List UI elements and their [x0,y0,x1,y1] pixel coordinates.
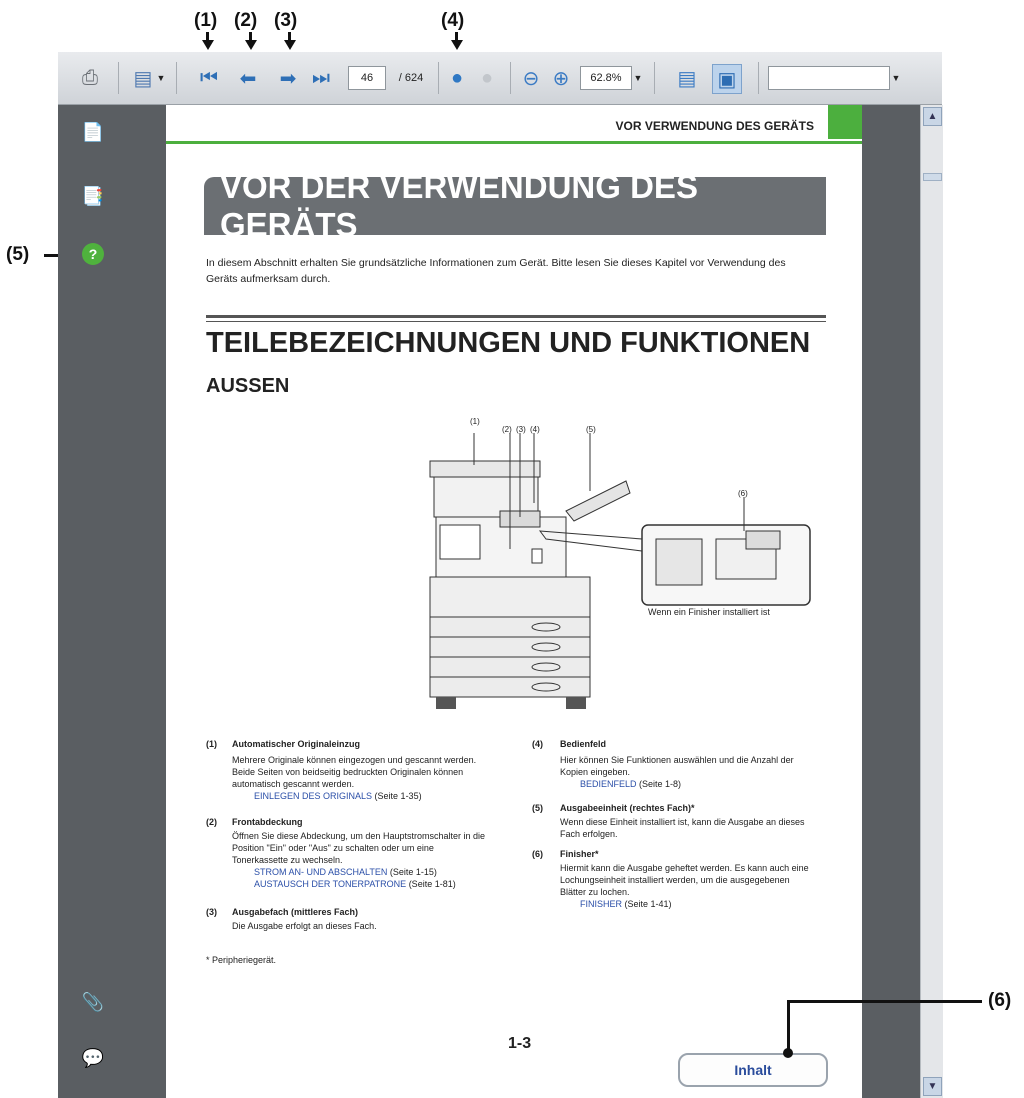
page-number-input[interactable]: 46 [348,66,386,90]
running-header [166,105,862,139]
help-icon[interactable]: ? [82,243,104,265]
item-number: (2) [206,817,217,827]
callout-3: (3) [274,10,298,31]
toolbar-separator [118,62,119,94]
figure-label: (6) [738,489,748,498]
previous-page-icon[interactable]: ⬅ [239,67,257,90]
zoom-level-input[interactable]: 62.8% [580,66,632,90]
comments-icon[interactable]: 💬 [81,1047,105,1068]
bookmarks-icon[interactable]: 📑 [81,185,105,206]
chevron-down-icon[interactable]: ▼ [156,73,166,83]
figure-label: (4) [530,425,540,434]
figure-label: (2) [502,425,512,434]
item-number: (3) [206,907,217,917]
chevron-down-icon[interactable]: ▼ [891,73,901,83]
item-ref: (Seite 1-81) [406,879,456,889]
item-description [532,738,822,790]
copier-illustration [416,417,816,723]
item-ref: (Seite 1-8) [636,779,682,789]
running-header-rule [166,141,862,144]
contents-button[interactable]: Inhalt [678,1053,828,1087]
item-title: Bedienfeld [560,739,607,749]
fit-width-icon[interactable]: ▤ [677,67,697,90]
scroll-up-icon[interactable]: ▲ [923,107,942,126]
document-page [166,105,862,1098]
item-title: Ausgabefach (mittleres Fach) [232,907,359,917]
subsection-heading: AUSSEN [206,375,290,397]
callout-5: (5) [6,244,30,265]
pdf-viewer-window [58,52,942,1098]
item-text: Die Ausgabe erfolgt an dieses Fach. [232,921,377,931]
item-ref: (Seite 1-35) [372,791,422,801]
running-header-text: VOR VERWENDUNG DES GERÄTS [615,119,814,133]
callout-4-stem [455,32,458,42]
back-icon[interactable]: ● [450,66,464,89]
item-title: Automatischer Originaleinzug [232,739,361,749]
fit-page-icon[interactable]: ▣ [712,64,742,94]
item-link[interactable]: STROM AN- UND ABSCHALTEN [254,867,388,877]
item-title: Finisher* [560,849,599,859]
item-title: Frontabdeckung [232,817,303,827]
callout-1: (1) [194,10,218,31]
item-number: (4) [532,739,543,749]
heading-rule [206,315,826,318]
callout-2: (2) [234,10,258,31]
toolbar-separator [438,62,439,94]
figure-label: (1) [470,417,480,426]
callout-1-stem [206,32,209,42]
running-header-tab [828,105,862,139]
item-link[interactable]: EINLEGEN DES ORIGINALS [254,791,373,801]
item-link[interactable]: AUSTAUSCH DER TONERPATRONE [254,879,407,889]
item-number: (6) [532,849,543,859]
page-number: 1-3 [508,1035,532,1052]
vertical-scrollbar[interactable] [920,105,943,1098]
last-page-icon[interactable]: ⏭ [312,66,330,89]
callout-6: (6) [988,990,1012,1011]
callout-2-stem [249,32,252,42]
callout-6-stem [787,1000,790,1052]
figure-label: (3) [516,425,526,434]
copier-drawing [416,421,816,723]
heading-rule [206,321,826,322]
attachment-icon[interactable]: 📎 [81,991,105,1012]
footnote: * Peripheriegerät. [206,955,277,965]
pages-icon[interactable]: 📄 [81,121,105,142]
item-link[interactable]: BEDIENFELD [580,779,637,789]
page-total: / 624 [398,72,424,84]
item-number: (5) [532,803,543,813]
toolbar [58,52,942,105]
search-input[interactable] [768,66,890,90]
item-description [532,802,822,840]
figure-label: (5) [586,425,596,434]
section-heading: TEILEBEZEICHNUNGEN UND FUNKTIONEN [206,327,811,359]
figure-caption: Wenn ein Finisher installiert ist [648,607,770,617]
item-text: Hier können Sie Funktionen auswählen und die Anzahl der Kopien eingeben. [560,755,794,777]
first-page-icon[interactable]: ⏮ [200,66,218,89]
item-text: Öffnen Sie diese Abdeckung, um den Hauptstromschalter in die Position "Ein" oder "Aus" zu schalten oder um eine Tonerkassette zu wechseln. [232,831,485,865]
callout-6-dot [783,1048,793,1058]
forward-icon[interactable]: ● [480,66,494,89]
item-text: Wenn diese Einheit installiert ist, kann die Ausgabe an dieses Fach erfolgen. [560,817,805,839]
share-icon[interactable]: ▤ [133,67,153,90]
item-description [532,848,822,910]
callout-6-line [787,1000,982,1003]
scroll-down-icon[interactable]: ▼ [923,1077,942,1096]
zoom-in-icon[interactable]: ⊕ [552,67,570,90]
next-page-icon[interactable]: ➡ [279,67,297,90]
item-description [206,816,506,890]
intro-paragraph: In diesem Abschnitt erhalten Sie grundsätzliche Informationen zum Gerät. Bitte lesen Sie dieses Kapitel vor Verwendung des Geräts aufmerksam durch. [206,257,786,285]
callout-4: (4) [441,10,465,31]
item-title: Ausgabeeinheit (rechtes Fach)* [560,803,695,813]
toolbar-separator [176,62,177,94]
item-text: Hiermit kann die Ausgabe geheftet werden. Es kann auch eine Lochungseinheit installiert werden, um die ausgegebenen Blätter zu lochen. [560,863,809,897]
chevron-down-icon[interactable]: ▼ [633,73,643,83]
scroll-thumb[interactable] [923,173,942,181]
navigation-panel [58,105,164,1098]
callout-3-stem [288,32,291,42]
toolbar-separator [654,62,655,94]
item-link[interactable]: FINISHER [580,899,623,909]
item-ref: (Seite 1-41) [622,899,672,909]
item-text: Mehrere Originale können eingezogen und gescannt werden. Beide Seiten von beidseitig bedruckten Originalen können automatisch gescannt werden. [232,755,477,789]
toolbar-separator [510,62,511,94]
item-description [206,906,506,932]
zoom-out-icon[interactable]: ⊖ [522,67,540,90]
item-ref: (Seite 1-15) [387,867,437,877]
toolbar-separator [758,62,759,94]
print-icon[interactable]: ⎙ [82,66,98,89]
item-description [206,738,506,802]
chapter-banner: VOR DER VERWENDUNG DES GERÄTS [204,177,826,235]
page-margin [862,105,920,1098]
item-number: (1) [206,739,217,749]
